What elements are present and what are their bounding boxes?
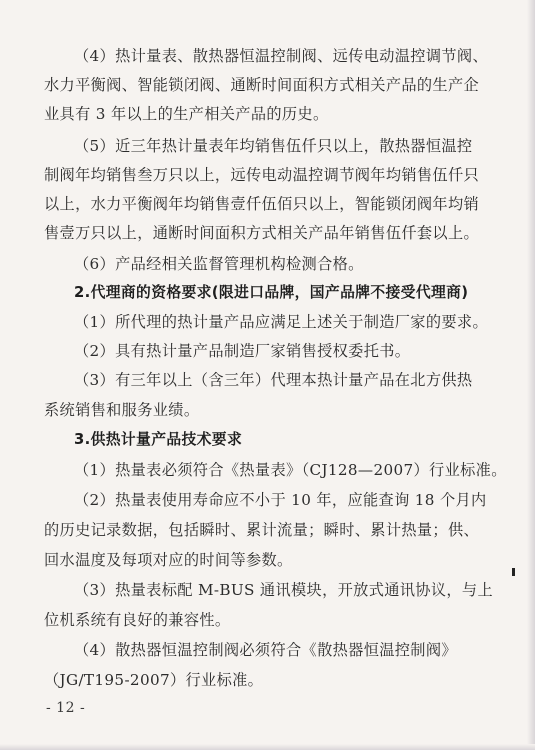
section-heading-agent-qualification: 2.代理商的资格要求(限进口品牌，国产品牌不接受代理商) bbox=[74, 284, 469, 301]
page-number: - 12 - bbox=[46, 700, 86, 716]
paragraph-line: （1）热量表必须符合《热量表》（CJ128—2007）行业标准。 bbox=[74, 461, 507, 479]
paragraph-line: 水力平衡阀、智能锁闭阀、通断时间面积方式相关产品的生产企 bbox=[44, 76, 480, 94]
paragraph-line: （1）所代理的热计量产品应满足上述关于制造厂家的要求。 bbox=[74, 313, 488, 331]
paragraph-line: （2）具有热计量产品制造厂家销售授权委托书。 bbox=[74, 342, 411, 360]
margin-mark bbox=[512, 568, 515, 576]
paragraph-line: 系统销售和服务业绩。 bbox=[44, 401, 200, 419]
paragraph-line: （6）产品经相关监督管理机构检测合格。 bbox=[74, 255, 364, 273]
paragraph-line: （5）近三年热计量表年均销售伍仟只以上，散热器恒温控 bbox=[74, 137, 473, 155]
paragraph-line: （4）热计量表、散热器恒温控制阀、远传电动温控调节阀、 bbox=[74, 47, 488, 65]
paragraph-line: （3）有三年以上（含三年）代理本热计量产品在北方供热 bbox=[74, 371, 473, 389]
paragraph-line: （JG/T195-2007）行业标准。 bbox=[44, 671, 264, 689]
paragraph-line: （2）热量表使用寿命应不小于 10 年，应能查询 18 个月内 bbox=[74, 491, 487, 509]
paragraph-line: （3）热量表标配 M-BUS 通讯模块，开放式通讯协议，与上 bbox=[74, 581, 493, 599]
paragraph-line: 制阀年均销售叁万只以上，远传电动温控调节阀年均销售伍仟只 bbox=[44, 166, 480, 184]
paragraph-line: 售壹万只以上，通断时间面积方式相关产品年销售伍仟套以上。 bbox=[44, 224, 480, 242]
paragraph-line: 回水温度及每项对应的时间等参数。 bbox=[44, 551, 293, 569]
section-heading-technical-requirements: 3.供热计量产品技术要求 bbox=[74, 431, 243, 448]
paragraph-line: 业具有 3 年以上的生产相关产品的历史。 bbox=[44, 105, 329, 123]
paragraph-line: 位机系统有良好的兼容性。 bbox=[44, 611, 231, 629]
paragraph-line: 的历史记录数据，包括瞬时、累计流量；瞬时、累计热量；供、 bbox=[44, 521, 480, 539]
paragraph-line: 以上，水力平衡阀年均销售壹仟伍佰只以上，智能锁闭阀年均销 bbox=[44, 195, 480, 213]
paragraph-line: （4）散热器恒温控制阀必须符合《散热器恒温控制阀》 bbox=[74, 641, 457, 659]
